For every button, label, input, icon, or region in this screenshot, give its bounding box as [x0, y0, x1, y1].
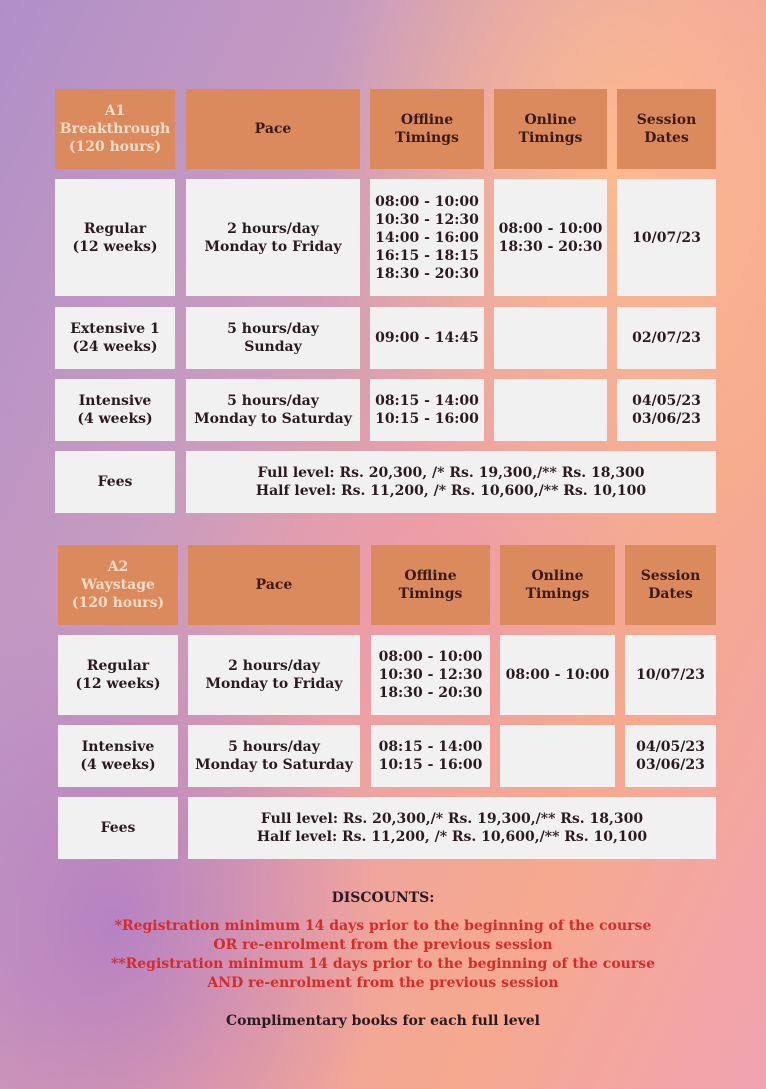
cell-line: 2 hours/day [228, 658, 320, 674]
discount-line: OR re-enrolment from the previous session [213, 937, 553, 953]
cell-line: 10:15 - 16:00 [375, 411, 479, 427]
cell-line: Intensive [81, 739, 155, 755]
discount-line: AND re-enrolment from the previous session [207, 975, 559, 991]
table2-row1-type [58, 635, 178, 715]
table1-row2-dates: 02/07/23 [617, 307, 716, 369]
header-line: Dates [648, 586, 693, 602]
table1-fees-label: Fees [55, 451, 175, 513]
table2-row1-pace [188, 635, 360, 715]
cell-line: (12 weeks) [72, 238, 158, 255]
discount-line: *Registration minimum 14 days prior to the beginning of the course [114, 918, 652, 934]
cell-line: 18:30 - 20:30 [378, 685, 483, 701]
table2-row1-offline [371, 635, 490, 715]
table2-offline-header [371, 545, 490, 625]
cell-line: 08:15 - 14:00 [378, 739, 483, 755]
level-name: Waystage [81, 577, 155, 593]
discount-line: **Registration minimum 14 days prior to the beginning of the course [110, 956, 656, 972]
header-line: Timings [525, 586, 590, 602]
cell-line: Regular [83, 220, 147, 237]
cell-line: 08:00 - 10:00 [378, 649, 483, 665]
fee-line: Half level: Rs. 11,200, /* Rs. 10,600,/** Rs. 10,100 [255, 483, 647, 499]
cell-line: 5 hours/day [227, 393, 319, 409]
discounts-title: DISCOUNTS: [331, 890, 435, 906]
cell-line: 03/06/23 [636, 757, 705, 773]
header-line: Timings [395, 130, 459, 146]
cell-line: 18:30 - 20:30 [498, 238, 603, 255]
table2-row2-pace [188, 725, 360, 787]
table2-online-header [500, 545, 615, 625]
header-line: Offline [404, 568, 457, 584]
table1-level-header [55, 89, 175, 169]
cell-line: Regular [86, 658, 150, 674]
cell-line: Monday to Saturday [194, 411, 352, 427]
table2-row1-online: 08:00 - 10:00 [500, 635, 615, 715]
level-hours: (120 hours) [68, 139, 162, 155]
header-line: Session [640, 568, 701, 584]
level-name: Breakthrough [59, 121, 171, 137]
table2-row2-type [58, 725, 178, 787]
header-line: Timings [518, 130, 583, 146]
table2-row2-online [500, 725, 615, 787]
cell-line: (12 weeks) [75, 676, 161, 692]
cell-line: 08:00 - 10:00 [498, 220, 603, 237]
fee-line: Full level: Rs. 20,300, /* Rs. 19,300,/** Rs. 18,300 [257, 465, 645, 481]
table2-fees-value [188, 797, 716, 859]
table2-pace-header: Pace [188, 545, 360, 625]
table1-row3-online [494, 379, 607, 441]
header-line: Session [636, 112, 697, 128]
table1-row2-type [55, 307, 175, 369]
header-line: Offline [400, 112, 454, 128]
table2-row2-dates [625, 725, 716, 787]
cell-line: (4 weeks) [77, 411, 153, 427]
cell-line: Intensive [78, 393, 152, 409]
fee-line: Half level: Rs. 11,200, /* Rs. 10,600,/** Rs. 10,100 [256, 829, 648, 845]
table1-row3-type [55, 379, 175, 441]
level-hours: (120 hours) [71, 595, 165, 611]
cell-line: 04/05/23 [636, 739, 705, 755]
table1-row3-dates [617, 379, 716, 441]
table1-row2-offline: 09:00 - 14:45 [370, 307, 484, 369]
cell-line: Monday to Saturday [195, 757, 353, 773]
table1-session-header [617, 89, 716, 169]
table2-fees-label: Fees [58, 797, 178, 859]
cell-line: 2 hours/day [227, 220, 319, 237]
cell-line: Monday to Friday [205, 676, 343, 692]
cell-line: (24 weeks) [72, 339, 158, 355]
table1-offline-header [370, 89, 484, 169]
cell-line: 14:00 - 16:00 [375, 229, 479, 246]
cell-line: 10:15 - 16:00 [378, 757, 483, 773]
cell-line: Extensive 1 [70, 321, 160, 337]
cell-line: 5 hours/day [227, 321, 319, 337]
header-line: Online [524, 112, 577, 128]
cell-line: Sunday [244, 339, 302, 355]
table1-row1-dates: 10/07/23 [617, 179, 716, 296]
cell-line: 10:30 - 12:30 [378, 667, 483, 683]
cell-line: 16:15 - 18:15 [375, 247, 479, 264]
table1-row3-offline [370, 379, 484, 441]
discounts-list [0, 917, 766, 993]
cell-line: 18:30 - 20:30 [375, 265, 479, 282]
cell-line: 08:15 - 14:00 [375, 393, 479, 409]
level-code: A1 [104, 103, 126, 119]
table1-pace-header: Pace [186, 89, 360, 169]
table1-row2-pace [186, 307, 360, 369]
cell-line: (4 weeks) [80, 757, 156, 773]
complimentary-books-note: Complimentary books for each full level [226, 1013, 540, 1029]
header-line: Timings [398, 586, 463, 602]
cell-line: 03/06/23 [632, 411, 701, 427]
table1-row1-offline [370, 179, 484, 296]
table1-row1-online [494, 179, 607, 296]
cell-line: 08:00 - 10:00 [375, 193, 479, 210]
table1-row3-pace [186, 379, 360, 441]
cell-line: 04/05/23 [632, 393, 701, 409]
cell-line: Monday to Friday [204, 238, 342, 255]
cell-line: 5 hours/day [228, 739, 320, 755]
table1-row2-online [494, 307, 607, 369]
table1-online-header [494, 89, 607, 169]
fee-line: Full level: Rs. 20,300,/* Rs. 19,300,/** Rs. 18,300 [260, 811, 644, 827]
cell-line: 10:30 - 12:30 [375, 211, 479, 228]
table2-level-header [58, 545, 178, 625]
table2-session-header [625, 545, 716, 625]
header-line: Online [531, 568, 584, 584]
table2-row2-offline [371, 725, 490, 787]
table2-row1-dates: 10/07/23 [625, 635, 716, 715]
level-code: A2 [107, 559, 129, 575]
table1-row1-type [55, 179, 175, 296]
table1-fees-value [186, 451, 716, 513]
table1-row1-pace [186, 179, 360, 296]
header-line: Dates [644, 130, 689, 146]
